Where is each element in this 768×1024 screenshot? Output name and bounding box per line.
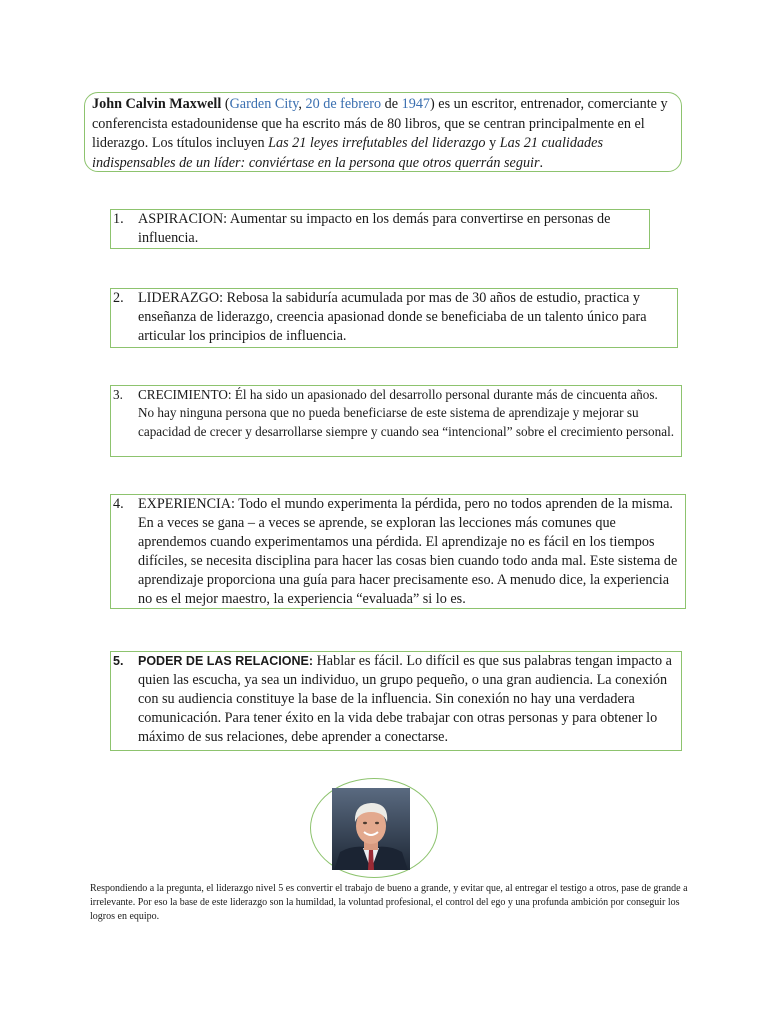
author-photo bbox=[332, 788, 410, 870]
portrait-image bbox=[332, 788, 410, 870]
list-item-relaciones bbox=[110, 651, 682, 751]
item-text: CRECIMIENTO: Él ha sido un apasionado del desarrollo personal durante más de cincuenta años. No hay ninguna persona que no pueda beneficiarse de este sistema de aprendizaje y mejorar su capacidad de crecer y desarrollarse siempre y cuando sea “intencional” sobre el crecimiento personal. bbox=[138, 387, 675, 439]
book-title-1: Las 21 leyes irrefutables del liderazgo bbox=[268, 135, 486, 151]
author-name: John Calvin Maxwell bbox=[92, 96, 222, 112]
list-item-crecimiento bbox=[110, 385, 682, 457]
item-text: ASPIRACION: Aumentar su impacto en los demás para convertirse en personas de influencia. bbox=[138, 211, 611, 246]
item-text: EXPERIENCIA: Todo el mundo experimenta la pérdida, pero no todos aprenden de la misma. En a veces se gana – a veces se aprende, se exploran las lecciones más comunes que aprendemos cuando experimentamos una pérdida. El aprendizaje no es fácil en los tiempos difíciles, se necesita disciplina para hacer las cosas bien cuando todo anda mal. Este sistema de aprendizaje proporciona una guía para hacer precisamente eso. A menudo dice, la experiencia no es el mejor maestro, la experiencia “evaluada” si lo es. bbox=[138, 496, 678, 607]
conclusion-paragraph: Respondiendo a la pregunta, el liderazgo nivel 5 es convertir el trabajo de bueno a grande, y evitar que, al entregar el testigo a otros, pase de grande a irrelevante. Por eso la base de este liderazgo son la humildad, la voluntad profesional, el control del ego y una profunda ambición por conseguir los logros en equipo. bbox=[90, 883, 688, 922]
link-birth-date[interactable]: 20 de febrero bbox=[305, 96, 382, 112]
item-text bbox=[138, 652, 677, 747]
intro-text: ( bbox=[221, 96, 230, 112]
item-text: LIDERAZGO: Rebosa la sabiduría acumulada por mas de 30 años de estudio, practica y enseñanza de liderazgo, creencia apasionad donde se beneficiaba de un talento único para articular los principios de influencia. bbox=[138, 290, 647, 344]
intro-text: y bbox=[485, 135, 500, 151]
list-item-liderazgo bbox=[110, 288, 678, 348]
item-heading: PODER DE LAS RELACIONE: bbox=[138, 654, 314, 668]
list-item-aspiracion bbox=[110, 209, 650, 249]
item-body: Hablar es fácil. Lo difícil es que sus palabras tengan impacto a quien las escucha, ya sea un individuo, un grupo pequeño, o una gran audiencia. La conexión con su audiencia constituye la base de la influencia. Sin conexión no hay una verdadera comunicación. Para tener éxito en la vida debe trabajar con otras personas y para obtener lo máximo de sus relaciones, debe aprender a conectarse. bbox=[138, 653, 672, 745]
item-number: 5. bbox=[113, 654, 124, 668]
list-item-experiencia bbox=[110, 494, 686, 609]
intro-text: de bbox=[381, 96, 402, 112]
link-birth-year[interactable]: 1947 bbox=[401, 96, 430, 112]
link-garden-city[interactable]: Garden City bbox=[229, 96, 299, 112]
item-number: 1. bbox=[113, 211, 124, 227]
item-number: 3. bbox=[113, 387, 123, 402]
intro-text: ) es un escritor, entrenador, comerciante y conferencista estadounidense que ha escrito más de 80 libros, que se centran principalmente en el liderazgo. Los títulos incluyen bbox=[92, 96, 668, 151]
book-title-2: Las 21 cualidades indispensables de un líder: conviértase en la persona que otros querrán seguir bbox=[92, 135, 603, 171]
item-number: 4. bbox=[113, 496, 124, 512]
intro-text: . bbox=[539, 154, 544, 171]
intro-text: , bbox=[298, 96, 306, 112]
intro-box bbox=[84, 92, 682, 172]
item-number: 2. bbox=[113, 290, 124, 306]
